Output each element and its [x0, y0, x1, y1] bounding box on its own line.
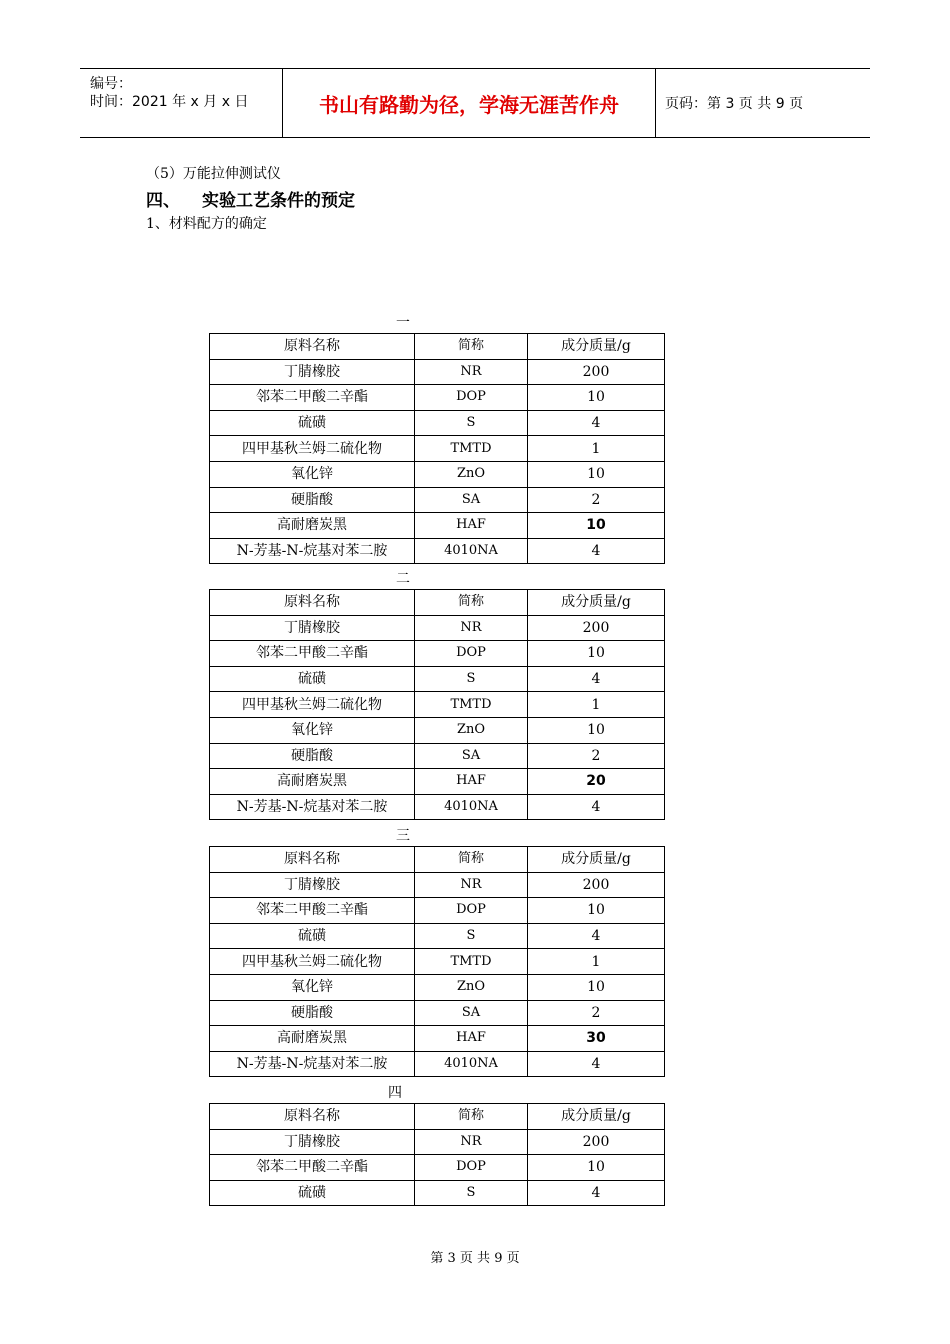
header-cell: 简称 [415, 1104, 528, 1130]
table-cell: 邻苯二甲酸二辛酯 [210, 898, 415, 924]
table-cell: 丁腈橡胶 [210, 1129, 415, 1155]
table-header-row [210, 590, 665, 616]
table-row [210, 717, 665, 743]
table-cell: 氧化锌 [210, 717, 415, 743]
table-cell: 硬脂酸 [210, 487, 415, 513]
table-cell: 4010NA [415, 794, 528, 820]
table-row [210, 487, 665, 513]
table-cell: 4 [528, 410, 665, 436]
table-cell: 4 [528, 1180, 665, 1206]
table-row [210, 769, 665, 795]
table-cell: NR [415, 359, 528, 385]
table-cell: 10 [528, 974, 665, 1000]
table-row [210, 1180, 665, 1206]
table-cell: TMTD [415, 692, 528, 718]
header-cell: 简称 [415, 847, 528, 873]
table-cell: 四甲基秋兰姆二硫化物 [210, 436, 415, 462]
header-page-cell [655, 69, 870, 137]
header-cell: 原料名称 [210, 590, 415, 616]
header-motto-cell [282, 69, 656, 137]
table-cell: 硫磺 [210, 1180, 415, 1206]
recipe-table-2 [209, 589, 665, 820]
table-cell: 高耐磨炭黑 [210, 513, 415, 539]
table-cell: DOP [415, 385, 528, 411]
table-cell: 2 [528, 1000, 665, 1026]
table-cell: 氧化锌 [210, 461, 415, 487]
table-row [210, 1129, 665, 1155]
table-cell: 1 [528, 436, 665, 462]
table-row [210, 436, 665, 462]
table-cell: NR [415, 1129, 528, 1155]
table-row [210, 923, 665, 949]
table-row [210, 1000, 665, 1026]
table-label: 一 [396, 315, 410, 331]
table-cell: S [415, 410, 528, 436]
table-cell: N-芳基-N-烷基对苯二胺 [210, 794, 415, 820]
page-info: 页码：第 3 页 共 9 页 [665, 96, 804, 112]
header-cell: 简称 [415, 334, 528, 360]
table-cell: SA [415, 487, 528, 513]
table-cell: 四甲基秋兰姆二硫化物 [210, 949, 415, 975]
page-footer: 第 3 页 共 9 页 [430, 1251, 520, 1266]
table-row [210, 692, 665, 718]
table-cell: 2 [528, 487, 665, 513]
table-cell: 硫磺 [210, 923, 415, 949]
table-cell: 30 [528, 1026, 665, 1052]
table-cell: 4 [528, 666, 665, 692]
table-cell: 硫磺 [210, 410, 415, 436]
table-cell: 4010NA [415, 1051, 528, 1077]
section-heading [146, 186, 355, 211]
table-cell: S [415, 1180, 528, 1206]
table-cell: 20 [528, 769, 665, 795]
table-cell: ZnO [415, 461, 528, 487]
table-cell: 高耐磨炭黑 [210, 1026, 415, 1052]
table-row [210, 872, 665, 898]
table-cell: 丁腈橡胶 [210, 872, 415, 898]
table-row [210, 410, 665, 436]
recipe-table-3 [209, 846, 665, 1077]
table-cell: 四甲基秋兰姆二硫化物 [210, 692, 415, 718]
table-row [210, 513, 665, 539]
table-cell: HAF [415, 769, 528, 795]
table-cell: TMTD [415, 949, 528, 975]
table-row [210, 1051, 665, 1077]
header-cell: 成分质量/g [528, 847, 665, 873]
table-cell: 4 [528, 923, 665, 949]
table-cell: NR [415, 872, 528, 898]
subsection-1-text: 1、材料配方的确定 [146, 216, 267, 232]
table-cell: 硬脂酸 [210, 1000, 415, 1026]
table-cell: 200 [528, 872, 665, 898]
table-cell: 高耐磨炭黑 [210, 769, 415, 795]
table-row [210, 794, 665, 820]
table-cell: 邻苯二甲酸二辛酯 [210, 1155, 415, 1181]
table-row [210, 385, 665, 411]
table-cell: DOP [415, 641, 528, 667]
table-label: 三 [396, 828, 410, 844]
table-header-row [210, 847, 665, 873]
table-cell: 10 [528, 513, 665, 539]
table-row [210, 538, 665, 564]
motto: 书山有路勤为径，学海无涯苦作舟 [319, 92, 619, 117]
header-meta [80, 69, 282, 137]
table-row [210, 359, 665, 385]
header-cell: 成分质量/g [528, 1104, 665, 1130]
table-cell: N-芳基-N-烷基对苯二胺 [210, 1051, 415, 1077]
table-cell: 丁腈橡胶 [210, 615, 415, 641]
table-cell: 10 [528, 1155, 665, 1181]
header-cell: 原料名称 [210, 334, 415, 360]
table-cell: ZnO [415, 974, 528, 1000]
table-row [210, 666, 665, 692]
header-cell: 成分质量/g [528, 590, 665, 616]
table-cell: S [415, 923, 528, 949]
table-row [210, 974, 665, 1000]
table-row [210, 641, 665, 667]
table-cell: 2 [528, 743, 665, 769]
table-row [210, 1026, 665, 1052]
table-cell: 10 [528, 641, 665, 667]
table-row [210, 898, 665, 924]
table-cell: 邻苯二甲酸二辛酯 [210, 641, 415, 667]
table-cell: 4010NA [415, 538, 528, 564]
table-cell: 1 [528, 692, 665, 718]
table-row [210, 615, 665, 641]
time-label: 时间：2021 年 x 月 x 日 [90, 94, 249, 110]
table-cell: 10 [528, 898, 665, 924]
header-cell: 简称 [415, 590, 528, 616]
number-label: 编号： [90, 76, 132, 92]
section-title: 实验工艺条件的预定 [202, 191, 355, 211]
table-cell: ZnO [415, 717, 528, 743]
table-cell: 10 [528, 461, 665, 487]
table-row [210, 1155, 665, 1181]
table-cell: N-芳基-N-烷基对苯二胺 [210, 538, 415, 564]
table-cell: 氧化锌 [210, 974, 415, 1000]
table-cell: 4 [528, 538, 665, 564]
table-label: 四 [388, 1085, 402, 1101]
table-cell: HAF [415, 513, 528, 539]
table-cell: DOP [415, 898, 528, 924]
table-cell: S [415, 666, 528, 692]
page-header [80, 68, 870, 138]
table-cell: 10 [528, 717, 665, 743]
table-cell: 硫磺 [210, 666, 415, 692]
header-cell: 原料名称 [210, 1104, 415, 1130]
table-cell: DOP [415, 1155, 528, 1181]
table-cell: 200 [528, 615, 665, 641]
table-cell: 200 [528, 1129, 665, 1155]
table-cell: 4 [528, 794, 665, 820]
table-cell: 4 [528, 1051, 665, 1077]
table-row [210, 743, 665, 769]
table-header-row [210, 1104, 665, 1130]
table-cell: 丁腈橡胶 [210, 359, 415, 385]
header-cell: 原料名称 [210, 847, 415, 873]
table-label: 二 [396, 571, 410, 587]
section-number: 四、 [146, 191, 180, 211]
table-cell: HAF [415, 1026, 528, 1052]
item-5-text: （5）万能拉伸测试仪 [146, 166, 281, 182]
table-cell: TMTD [415, 436, 528, 462]
table-cell: SA [415, 743, 528, 769]
table-cell: SA [415, 1000, 528, 1026]
table-cell: NR [415, 615, 528, 641]
table-cell: 硬脂酸 [210, 743, 415, 769]
table-row [210, 461, 665, 487]
table-row [210, 949, 665, 975]
header-cell: 成分质量/g [528, 334, 665, 360]
recipe-table-1 [209, 333, 665, 564]
table-cell: 200 [528, 359, 665, 385]
table-header-row [210, 334, 665, 360]
table-cell: 10 [528, 385, 665, 411]
table-cell: 1 [528, 949, 665, 975]
recipe-table-4 [209, 1103, 665, 1206]
table-cell: 邻苯二甲酸二辛酯 [210, 385, 415, 411]
